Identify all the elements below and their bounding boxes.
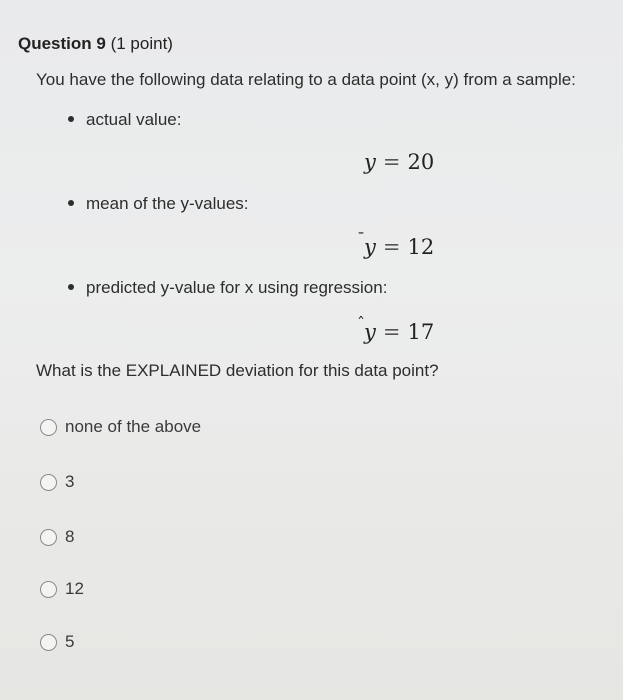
equation-operator: = bbox=[382, 150, 401, 174]
answer-option-3[interactable] bbox=[40, 472, 74, 492]
question-title bbox=[18, 34, 173, 54]
bullet-label: mean of the y-values: bbox=[86, 194, 249, 213]
equation-predicted-value bbox=[364, 320, 434, 344]
equation-symbol: y bbox=[364, 150, 376, 174]
question-points: (1 point) bbox=[110, 34, 173, 53]
option-label: 8 bbox=[65, 527, 75, 546]
equation-value: 12 bbox=[407, 235, 435, 259]
equation-symbol: y bbox=[364, 235, 376, 259]
bullet-mean-value bbox=[68, 194, 249, 214]
equation-mean-value bbox=[364, 235, 434, 259]
question-ask: What is the EXPLAINED deviation for this data point? bbox=[36, 361, 439, 380]
bullet-icon bbox=[68, 116, 74, 122]
bullet-label: actual value: bbox=[86, 110, 182, 129]
bullet-predicted-value bbox=[68, 278, 387, 298]
question-number: Question 9 bbox=[18, 34, 106, 53]
radio-button[interactable] bbox=[40, 419, 57, 436]
bullet-icon bbox=[68, 200, 74, 206]
bullet-label: predicted y-value for x using regression: bbox=[86, 278, 388, 297]
answer-option-none-of-the-above[interactable] bbox=[40, 417, 201, 437]
option-label: 12 bbox=[65, 579, 84, 598]
equation-value: 17 bbox=[407, 320, 435, 344]
radio-button[interactable] bbox=[40, 529, 57, 546]
option-label: 5 bbox=[65, 632, 75, 651]
radio-button[interactable] bbox=[40, 634, 57, 651]
answer-option-5[interactable] bbox=[40, 632, 74, 652]
bullet-icon bbox=[68, 284, 74, 290]
equation-actual-value bbox=[364, 150, 434, 174]
question-prompt: You have the following data relating to a data point (x, y) from a sample: bbox=[36, 70, 576, 89]
radio-button[interactable] bbox=[40, 474, 57, 491]
equation-value: 20 bbox=[407, 150, 435, 174]
equation-operator: = bbox=[382, 320, 401, 344]
answer-option-8[interactable] bbox=[40, 527, 74, 547]
option-label: none of the above bbox=[65, 417, 202, 436]
radio-button[interactable] bbox=[40, 581, 57, 598]
equation-operator: = bbox=[382, 235, 401, 259]
option-label: 3 bbox=[65, 472, 75, 491]
answer-option-12[interactable] bbox=[40, 579, 84, 599]
bullet-actual-value bbox=[68, 110, 181, 130]
equation-symbol: y bbox=[364, 320, 376, 344]
